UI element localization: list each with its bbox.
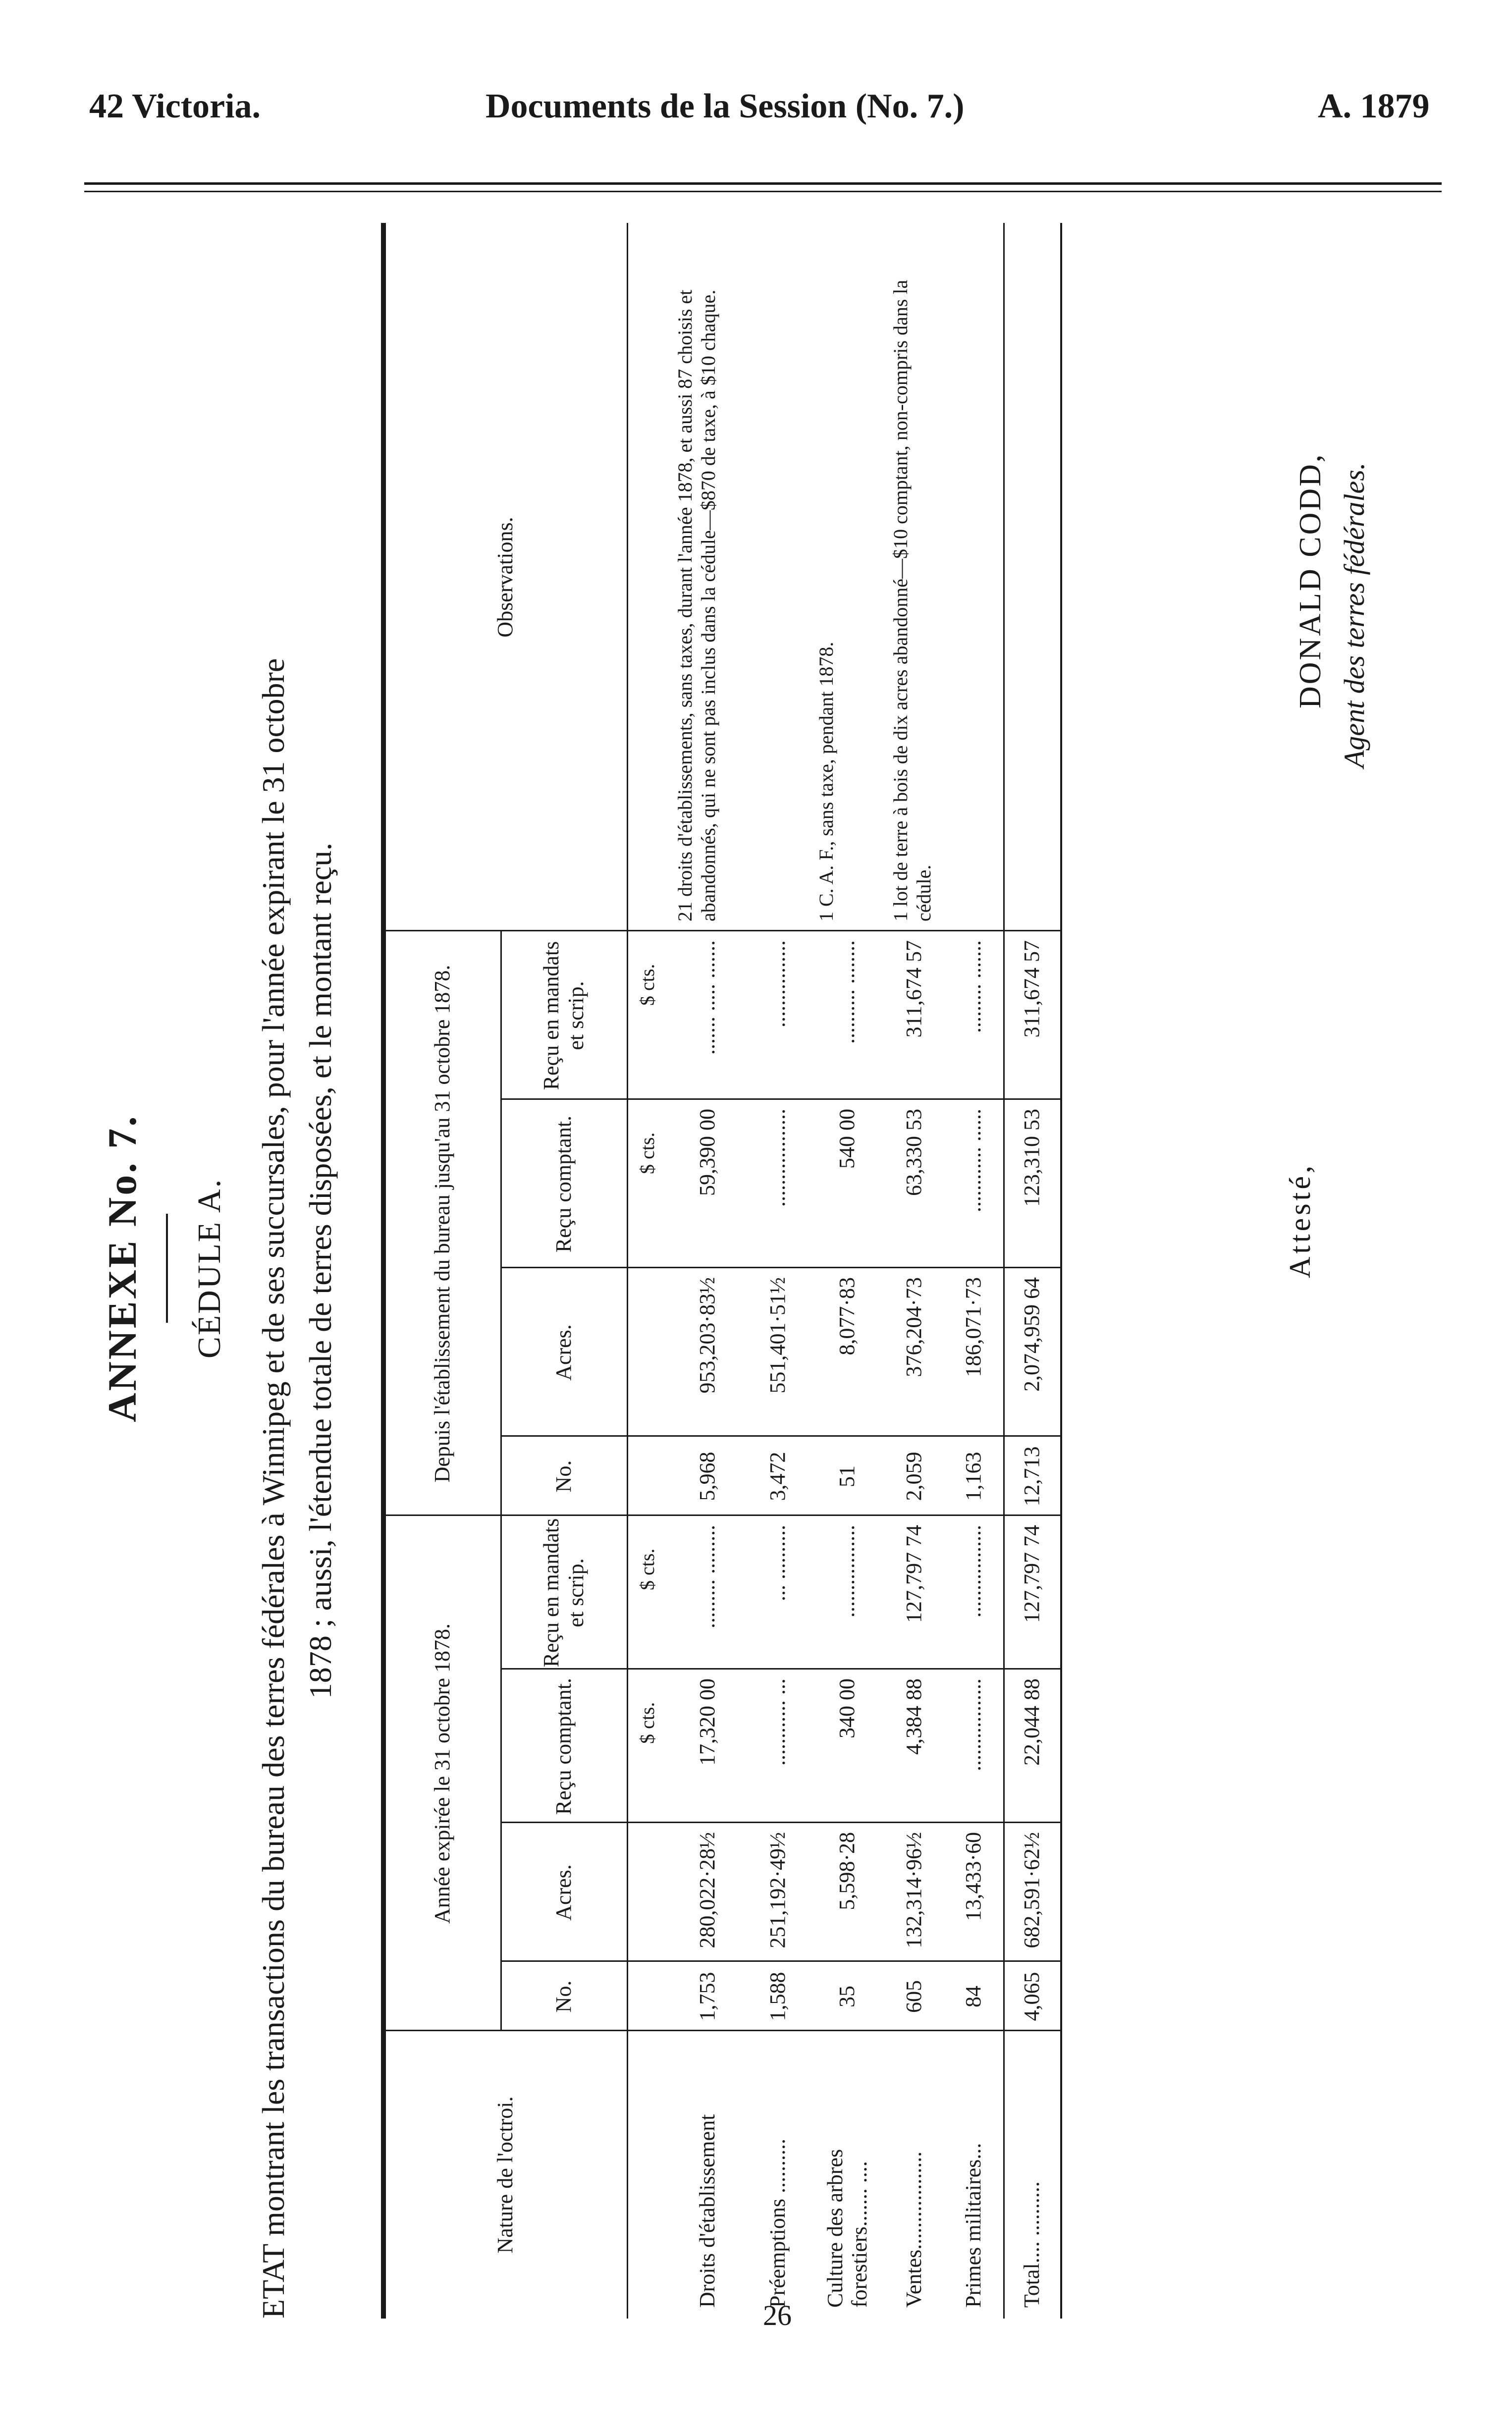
- money-unit-label: $ cts.: [636, 1548, 658, 1590]
- column-header-cash: Reçu comptant.: [551, 1677, 576, 1815]
- group-header-since: Depuis l'établissement du bureau jusqu'au 31 octobre 1878.: [430, 965, 454, 1483]
- table-cell-s-cash: 540 00: [835, 1109, 860, 1169]
- table-cell-y-cash: 340 00: [835, 1678, 860, 1738]
- signer-name: DONALD CODD,: [1294, 452, 1327, 708]
- row-nature-label: Ventes..................: [902, 2151, 926, 2308]
- table-cell-y-no: 1,588: [765, 1972, 790, 2021]
- observation-note: 1 C. A. F., sans taxe, pendant 1878.: [815, 642, 837, 921]
- intro-line-1: ETAT montrant les transactions du bureau des terres fédérales à Winnipeg et de ses succursales, pour l'année expirant le 31 octobre: [256, 658, 291, 2319]
- column-header-no: No.: [551, 1980, 576, 2013]
- header-right: A. 1879: [1318, 87, 1430, 125]
- column-header-scrip: Reçu en mandats et scrip.: [539, 941, 588, 1090]
- column-header-scrip: Reçu en mandats et scrip.: [539, 1518, 588, 1668]
- annex-title: ANNEXE No. 7.: [100, 1114, 145, 1422]
- total-cell-s-scrip: 311,674 57: [1019, 940, 1044, 1038]
- table-cell-s-acres: 186,071·73: [961, 1277, 986, 1377]
- table-cell-y-acres: 13,433·60: [961, 1832, 986, 1921]
- table-cell-y-acres: 5,598·28: [835, 1832, 860, 1910]
- total-cell-s-cash: 123,310 53: [1019, 1109, 1044, 1207]
- total-cell-s-acres: 2,074,959 64: [1019, 1277, 1044, 1392]
- table-cell-y-scrip: ......... .........: [695, 1525, 719, 1628]
- table-cell-s-no: 51: [835, 1465, 860, 1487]
- total-cell-y-acres: 682,591·62½: [1019, 1832, 1044, 1948]
- table-cell-s-scrip: ......... .......: [961, 940, 986, 1033]
- observation-note: 21 droits d'établissements, sans taxes, durant l'année 1878, et aussi 87 choisis et abandonnés, qui ne sont pas inclus dans la cédule—$870 de taxe, à $10 chaque.: [674, 289, 719, 921]
- table-bottom-rule: [1060, 223, 1062, 2319]
- table-cell-y-no: 84: [961, 1986, 986, 2007]
- table-cell-y-scrip: .................: [835, 1525, 860, 1618]
- table-cell-y-cash: 4,384 88: [902, 1678, 926, 1755]
- table-cell-s-no: 5,968: [695, 1452, 719, 1501]
- money-unit-label: $ cts.: [636, 1132, 658, 1174]
- column-header-acres: Acres.: [551, 1324, 576, 1381]
- table-cell-y-no: 605: [902, 1980, 926, 2013]
- table-cell-y-scrip: ... ..........: [765, 1525, 790, 1601]
- money-unit-label: $ cts.: [636, 964, 658, 1006]
- table-cell-y-cash: .................: [961, 1678, 986, 1771]
- table-cell-s-scrip: ................: [765, 940, 790, 1027]
- table-cell-y-scrip: 127,797 74: [902, 1525, 926, 1623]
- observation-note: 1 lot de terre à bois de dix acres abandonné—$10 comptant, non-compris dans la cédule.: [889, 279, 935, 921]
- total-cell-y-cash: 22,044 88: [1019, 1678, 1044, 1766]
- table-cell-s-cash: ............ ......: [961, 1109, 986, 1212]
- table-cell-y-scrip: .................: [961, 1525, 986, 1618]
- table-cell-s-scrip: .......... ........: [835, 940, 860, 1044]
- total-cell-y-scrip: 127,797 74: [1019, 1525, 1044, 1623]
- column-header-observations: Observations.: [493, 517, 518, 638]
- group-header-year: Année expirée le 31 octobre 1878.: [430, 1623, 454, 1924]
- column-header-nature: Nature de l'octroi.: [493, 2096, 518, 2254]
- total-cell-y-no: 4,065: [1019, 1972, 1044, 2021]
- signer-role: Agent des terres fédérales.: [1338, 462, 1370, 768]
- table-cell-s-cash: 63,330 53: [902, 1109, 926, 1196]
- table-cell-s-scrip: 311,674 57: [902, 940, 926, 1038]
- row-nature-label: Culture des arbres forestiers....... ....: [822, 2149, 871, 2308]
- page-number: 26: [763, 2299, 792, 2331]
- cedule-subtitle: CÉDULE A.: [191, 1178, 227, 1359]
- title-rule: [166, 1214, 168, 1323]
- table-cell-y-no: 35: [835, 1986, 860, 2007]
- table-cell-y-acres: 251,192·49½: [765, 1832, 790, 1948]
- header-bottom-rule: [627, 223, 628, 2319]
- table-cell-y-acres: 280,022·28½: [695, 1832, 719, 1948]
- header-left: 42 Victoria.: [89, 87, 261, 125]
- row-nature-label: Primes militaires...: [961, 2143, 986, 2308]
- total-cell-s-no: 12,713: [1019, 1446, 1044, 1507]
- column-header-acres: Acres.: [551, 1864, 576, 1921]
- table-cell-s-acres: 953,203·83½: [695, 1277, 719, 1394]
- row-nature-label: Préemptions ..........: [765, 2139, 790, 2308]
- row-nature-label: Droits d'établissement: [695, 2114, 719, 2308]
- table-cell-s-no: 2,059: [902, 1452, 926, 1501]
- total-label: Total.... ..........: [1019, 2181, 1044, 2308]
- header-center: Documents de la Session (No. 7.): [486, 87, 965, 125]
- table-cell-s-cash: 59,390 00: [695, 1109, 719, 1196]
- column-header-no: No.: [551, 1460, 576, 1493]
- table-cell-s-cash: ..................: [765, 1109, 790, 1207]
- table-cell-y-no: 1,753: [695, 1972, 719, 2021]
- money-unit-label: $ cts.: [636, 1702, 658, 1744]
- rotated-page-body: [84, 109, 1382, 2319]
- table-cell-s-acres: 551,401·51½: [765, 1277, 790, 1394]
- table-cell-s-no: 3,472: [765, 1452, 790, 1501]
- table-cell-s-acres: 376,204·73: [902, 1277, 926, 1377]
- attest-label: Attesté,: [1284, 1163, 1316, 1278]
- table-cell-y-cash: 17,320 00: [695, 1678, 719, 1766]
- table-cell-s-acres: 8,077·83: [835, 1277, 860, 1355]
- intro-line-2: 1878 ; aussi, l'étendue totale de terres disposées, et le montant reçu.: [303, 842, 338, 1699]
- table-cell-s-scrip: ....... ..... .......: [695, 940, 719, 1055]
- column-header-cash: Reçu comptant.: [551, 1115, 576, 1253]
- table-cell-s-no: 1,163: [961, 1452, 986, 1501]
- table-cell-y-acres: 132,314·96½: [902, 1832, 926, 1948]
- table-cell-y-cash: ............ ...: [765, 1678, 790, 1766]
